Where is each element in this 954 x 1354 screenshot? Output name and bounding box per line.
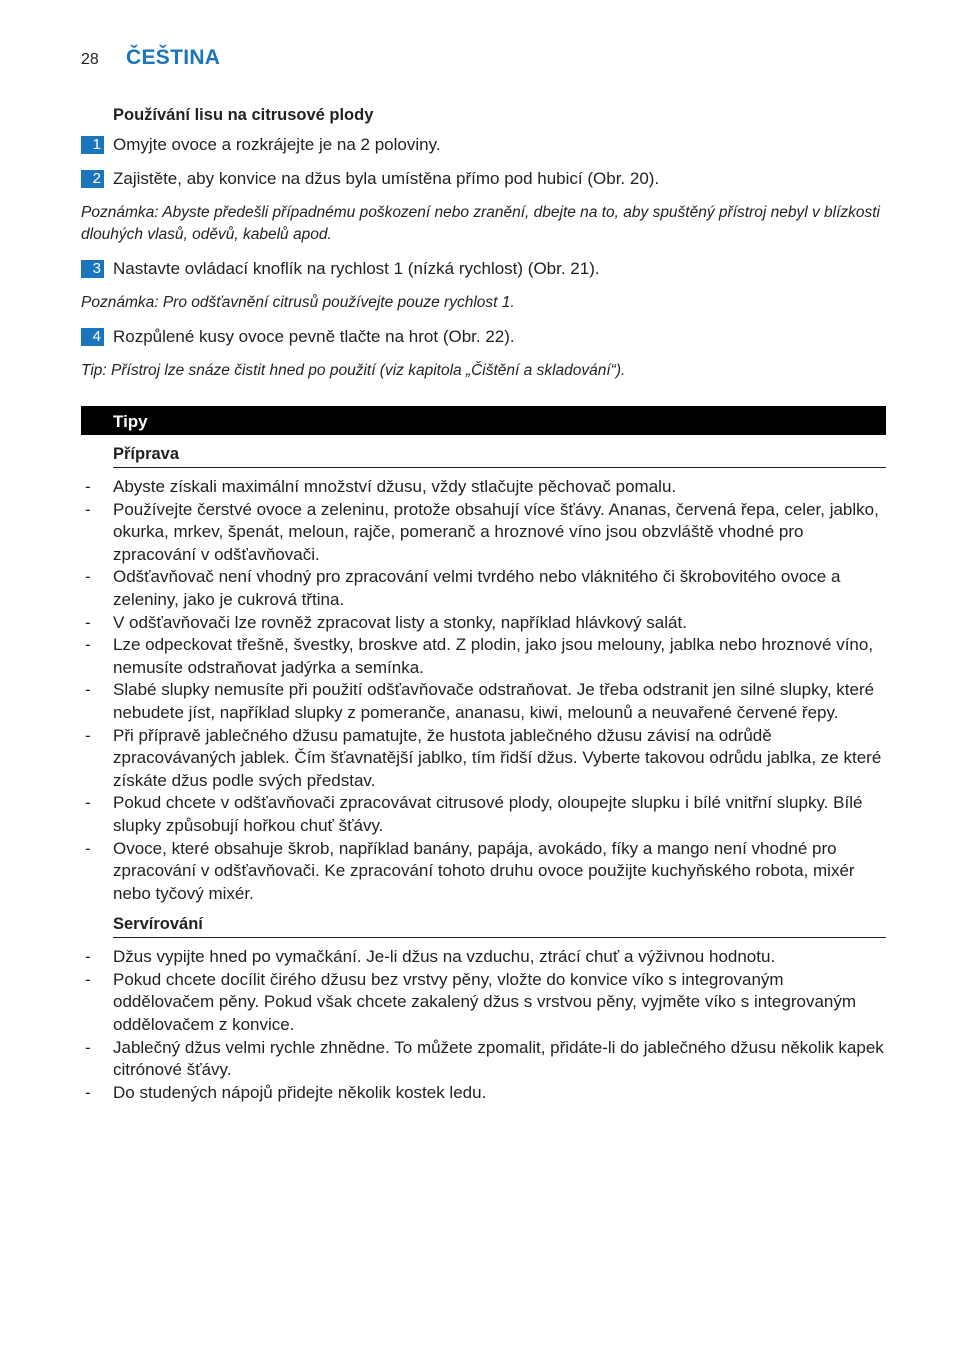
step-4 [81,326,886,348]
tip-cleaning: Tip: Přístroj lze snáze čistit hned po použití (viz kapitola „Čištění a skladování“). [81,362,626,379]
step-3 [81,258,886,280]
step-text: Nastavte ovládací knoflík na rychlost 1 (nízká rychlost) (Obr. 21). [113,259,600,278]
step-number-badge: 4 [81,328,104,346]
list-item: - Jablečný džus velmi rychle zhnědne. To můžete zpomalit, přidáte-li do jablečného džusu několik kapek citrónové šťávy. [85,1037,884,1080]
step-2 [81,168,886,190]
language-title: ČEŠTINA [126,46,221,69]
step-text: Zajistěte, aby konvice na džus byla umístěna přímo pod hubicí (Obr. 20). [113,169,660,188]
page-number: 28 [81,51,99,68]
list-item: - Ovoce, které obsahuje škrob, například banány, papája, avokádo, fíky a mango není vhodné pro zpracování v odšťavňovači. Ke zpracování tohoto druhu ovoce použijte kuchyňského robota, mixér nebo tyčový mixér. [85,838,855,903]
section-bar-tips: Tipy [81,406,886,435]
list-item: - Pokud chcete v odšťavňovači zpracovávat citrusové plody, oloupejte slupku i bílé vnitřní slupky. Bílé slupky způsobují hořkou chuť šťávy. [85,793,863,835]
step-1 [81,134,886,156]
page-header [81,46,220,70]
list-item: - Džus vypijte hned po vymačkání. Je-li džus na vzduchu, ztrácí chuť a výživnou hodnotu. [85,947,776,967]
list-item: - Lze odpeckovat třešně, švestky, broskve atd. Z plodin, jako jsou melouny, jablka nebo hroznové víno, nemusíte odstraňovat jadýrka a semínka. [85,635,874,677]
list-item: - Pokud chcete docílit čirého džusu bez vrstvy pěny, vložte do konvice víko s integrovaným oddělovačem pěny. Pokud však chcete zakalený džus s vrstvou pěny, vyjměte víko s integrovaným oddělovačem z konvice. [85,969,857,1035]
subheading-preparation: Příprava [113,435,886,468]
list-item: - V odšťavňovači lze rovněž zpracovat listy a stonky, například hlávkový salát. [85,612,687,632]
step-text: Rozpůlené kusy ovoce pevně tlačte na hrot (Obr. 22). [113,327,515,346]
list-item: - Do studených nápojů přidejte několik kostek ledu. [85,1082,487,1102]
step-number-badge: 3 [81,260,104,278]
section-title-citrus: Používání lisu na citrusové plody [113,106,374,124]
step-number-badge: 1 [81,136,104,154]
step-number-badge: 2 [81,170,104,188]
page-content [81,104,886,1104]
list-item: - Při přípravě jablečného džusu pamatujte, že hustota jablečného džusu závisí na odrůdě zpracovávaných jablek. Čím šťavnatější jablko, tím řidší džus. Vyberte takovou odrůdu jablka, ze které získáte džus podle svých představ. [85,725,882,790]
note-speed: Poznámka: Pro odšťavnění citrusů používejte pouze rychlost 1. [81,294,515,311]
step-text: Omyjte ovoce a rozkrájejte je na 2 poloviny. [113,135,441,154]
list-item: - Používejte čerstvé ovoce a zeleninu, protože obsahují více šťávy. Ananas, červená řepa, celer, jablko, okurka, mrkev, špenát, meloun, rajče, pomeranč a hroznové víno jsou obzvláště vhodné pro zpracování v odšťavňovači. [85,499,879,564]
preparation-list [81,476,886,905]
subheading-serving: Servírování [113,905,886,938]
list-item: - Odšťavňovač není vhodný pro zpracování velmi tvrdého nebo vláknitého či škrobovitého ovoce a zeleniny, jako je cukrová třtina. [85,567,841,609]
list-item: - Abyste získali maximální množství džusu, vždy stlačujte pěchovač pomalu. [85,477,677,496]
list-item: - Slabé slupky nemusíte při použití odšťavňovače odstraňovat. Je třeba odstranit jen silné slupky, které nebudete jíst, například slupky z pomeranče, ananasu, kiwi, melounů a neuvařené červené řepy. [85,680,875,722]
serving-list [81,946,886,1104]
note-safety: Poznámka: Abyste předešli případnému poškození nebo zranění, dbejte na to, aby spuštěný přístroj nebyl v blízkosti dlouhých vlasů, oděvů, kabelů apod. [81,204,880,243]
